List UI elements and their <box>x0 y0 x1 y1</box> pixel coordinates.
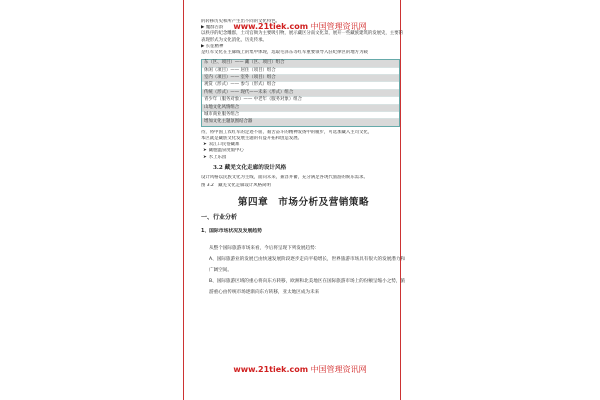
chapter-title: 第四章 市场分析及营销策略 <box>237 197 370 209</box>
table-row: 休闲（项目）—— 居住（项目）组合 <box>202 68 399 75</box>
body-paragraph: 从整个国际旅游市场来看，今后将呈现下列发展趋势： <box>209 245 320 251</box>
watermark-site: 中国管理资讯网 <box>310 22 367 31</box>
table-row: 传统（形式）—— 现代——未来（形式）组合 <box>202 90 399 97</box>
figure-caption: 图 3.2 藏羌文化走廊设计风格简明 <box>201 183 271 189</box>
text-line: 待，将中国工农红军的足迹不屈，艰苦奋斗的精神发扬中的履步，可选加藏入主司文化， <box>201 129 373 135</box>
text-line: 本区就是藏族文化发展主题的有益开拓和创造发展。 <box>201 135 302 141</box>
combination-table <box>201 59 400 127</box>
table-row: 室内（项目）—— 室外（项目）组合 <box>202 75 399 82</box>
watermark-url: www.21tiek.com <box>233 22 309 31</box>
bullet-item: ➤ 双江口民俗藏寨 <box>201 142 406 148</box>
section-title: 3.2 藏羌文化走廊的设计风格 <box>213 164 287 171</box>
table-row: 青少年（服务对象）—— 中老年（服务对象）组合 <box>202 97 399 104</box>
page-margin-line-left <box>183 0 184 400</box>
document-content <box>201 10 406 298</box>
text-line: 的转移历史和所产生出不同的文化特色。 <box>201 19 281 24</box>
table-row: 增加文化主题氛围结合器 <box>202 119 399 125</box>
heading-level-2: 1、国际市场状况及发展趋势 <box>201 228 262 234</box>
bullet-item: ➤ 藏胞温泉度假中心 <box>201 148 406 154</box>
table-row: 山地文化风情组合 <box>202 105 399 112</box>
table-row: 城市商业服务组合 <box>202 112 399 119</box>
subsection-heading: ▶ 魔群古韵 <box>201 25 224 31</box>
body-paragraph: B、国际旅游区域的重心将向东方转移，欧洲和北美地区在国际旅游市场上的份额呈缩小之势，旅游重心由传统市场逐渐向东方转移，亚太地区成为未来 <box>209 278 406 295</box>
text-line: 设计风格以民族文化为主线，面向未来，兼容并蓄，充分满足各现代旅游的娱乐需求。 <box>201 174 368 180</box>
table-row: 东（区、项目）—— 藏（区、项目）组合 <box>202 60 399 67</box>
watermark-site: 中国管理资讯网 <box>310 365 367 374</box>
table-row: 观赏（形式）—— 参与（形式）组合 <box>202 82 399 89</box>
watermark-url: www.21tiek.com <box>233 365 309 374</box>
footer-watermark <box>0 364 600 375</box>
heading-level-1: 一、行业分析 <box>201 213 238 221</box>
text-paragraph: 以秩序的纪念雕群，土司官衙为主要吸引物，展示藏区分南文化景，展开一些藏族建筑的发展史，主要的表现形式为文化消化，历史传承。 <box>201 31 403 43</box>
body-paragraph: A、国际旅游业的发展已由快速发展阶段逐步走向平稳增长，世界旅游市场具有很大的发展潜力和广阔空间。 <box>209 256 406 273</box>
bullet-item: ➤ 水上乐园 <box>201 155 406 161</box>
subsection-heading: ▶ 长征精神 <box>201 43 224 49</box>
text-line: 是红军文化在主廊线上的集中体现，选取毛泽东等红军重要领导入驻纪律区的地方为载 <box>201 50 368 56</box>
